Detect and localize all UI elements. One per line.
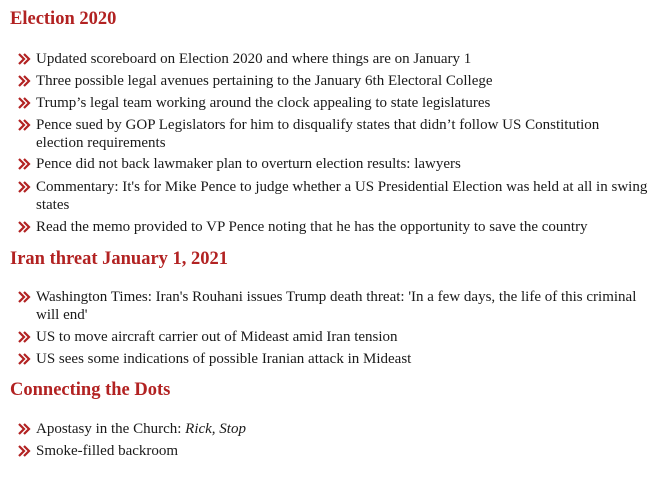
double-chevron-right-icon — [18, 421, 32, 437]
list-item[interactable] — [18, 442, 658, 460]
list-item[interactable] — [18, 178, 658, 214]
double-chevron-right-icon — [18, 443, 32, 459]
list-item[interactable] — [18, 218, 658, 236]
item-link[interactable]: US sees some indications of possible Iranian attack in Mideast — [36, 351, 412, 367]
item-link[interactable]: Washington Times: Iran's Rouhani issues Trump death threat: 'In a few days, the life of this criminal will end' — [36, 289, 637, 323]
list-item[interactable] — [18, 116, 648, 152]
list-item[interactable] — [18, 420, 658, 438]
item-link[interactable]: US to move aircraft carrier out of Mideast amid Iran tension — [36, 329, 398, 345]
list-item[interactable] — [18, 288, 658, 324]
list-item[interactable] — [18, 328, 658, 346]
item-link[interactable]: Trump’s legal team working around the clock appealing to state legislatures — [36, 95, 491, 111]
item-link-text[interactable]: Apostasy in the Church: — [36, 421, 186, 437]
item-link[interactable]: Smoke-filled backroom — [36, 443, 179, 459]
double-chevron-right-icon — [18, 73, 32, 89]
double-chevron-right-icon — [18, 117, 32, 133]
item-link[interactable]: Three possible legal avenues pertaining to the January 6th Electoral College — [36, 73, 493, 89]
double-chevron-right-icon — [18, 219, 32, 235]
list-item[interactable] — [18, 72, 658, 90]
double-chevron-right-icon — [18, 95, 32, 111]
item-link[interactable] — [36, 420, 658, 438]
double-chevron-right-icon — [18, 179, 32, 195]
double-chevron-right-icon — [18, 289, 32, 305]
item-link[interactable]: Read the memo provided to VP Pence noting that he has the opportunity to save the country — [36, 219, 588, 235]
double-chevron-right-icon — [18, 329, 32, 345]
section-heading-connecting-the-dots: Connecting the Dots — [10, 380, 171, 400]
double-chevron-right-icon — [18, 351, 32, 367]
item-link[interactable]: Pence sued by GOP Legislators for him to disqualify states that didn’t follow US Constitution election requirements — [36, 117, 600, 151]
list-item[interactable] — [18, 350, 658, 368]
list-item[interactable] — [18, 155, 658, 173]
section-heading-iran-threat: Iran threat January 1, 2021 — [10, 249, 229, 269]
double-chevron-right-icon — [18, 156, 32, 172]
item-link[interactable]: Commentary: It's for Mike Pence to judge whether a US Presidential Election was held at all in swing states — [36, 179, 648, 213]
section-heading-election-2020: Election 2020 — [10, 9, 117, 29]
list-item[interactable] — [18, 50, 658, 68]
list-item[interactable] — [18, 94, 658, 112]
double-chevron-right-icon — [18, 51, 32, 67]
item-link[interactable]: Updated scoreboard on Election 2020 and where things are on January 1 — [36, 51, 472, 67]
item-link[interactable]: Pence did not back lawmaker plan to overturn election results: lawyers — [36, 156, 461, 172]
item-link-emphasis[interactable]: Rick, Stop — [185, 421, 246, 437]
